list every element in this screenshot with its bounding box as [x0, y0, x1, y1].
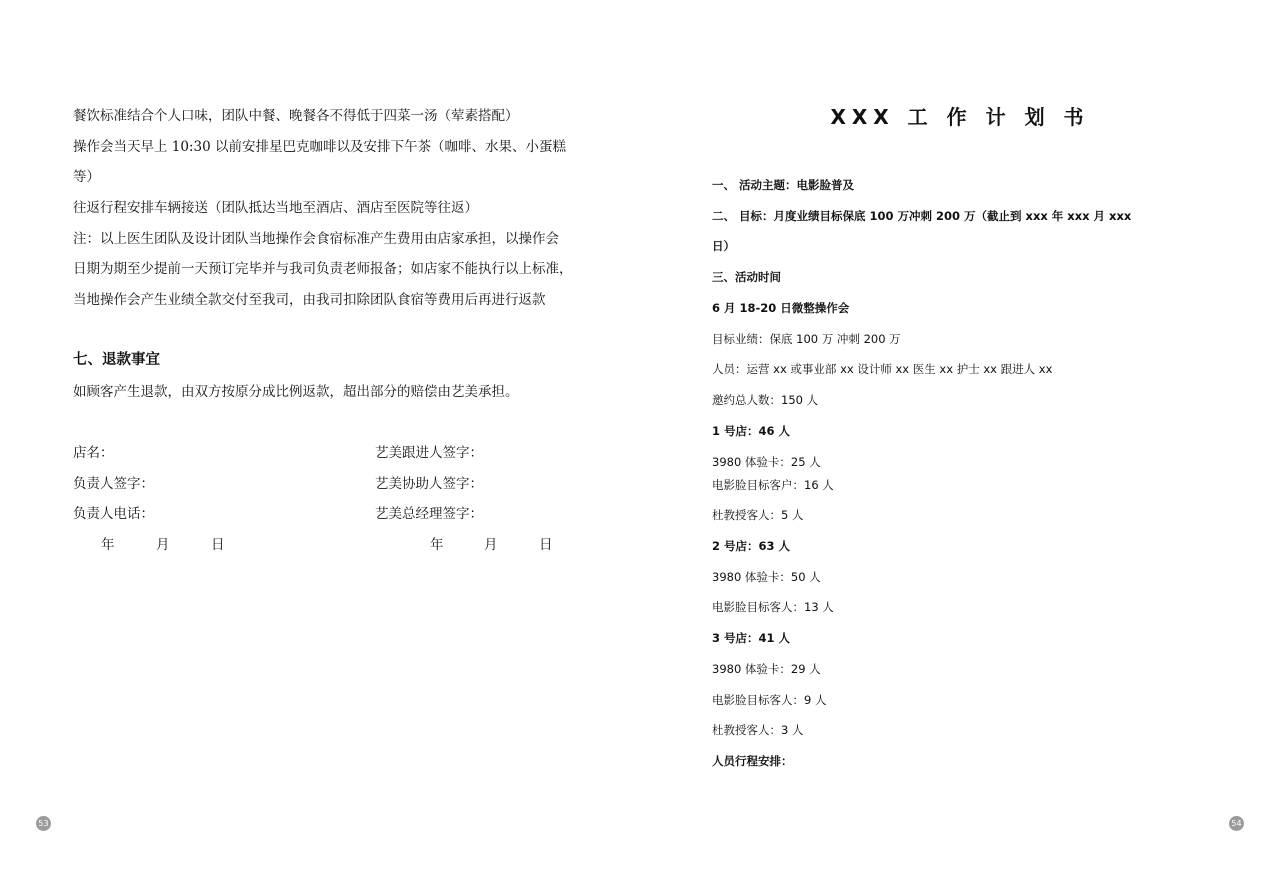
page-number: 53 — [36, 816, 51, 831]
plan-line: 目标业绩：保底 100 万 冲刺 200 万 — [712, 332, 901, 346]
plan-line: 杜教授客人：3 人 — [712, 723, 804, 737]
plan-line: 电影脸目标客人：13 人 — [712, 600, 834, 614]
body-line: 日期为期至少提前一天预订完毕并与我司负责老师报备；如店家不能执行以上标准， — [73, 261, 573, 277]
date-year: 年 — [430, 537, 444, 553]
document-title: XXX 工 作 计 划 书 — [830, 105, 1090, 129]
plan-line: 邀约总人数：150 人 — [712, 393, 819, 407]
right-page — [640, 0, 1280, 875]
plan-line: 电影脸目标客人：9 人 — [712, 693, 827, 707]
plan-line: 电影脸目标客户：16 人 — [712, 478, 834, 492]
plan-line: 2 号店：63 人 — [712, 539, 791, 553]
body-line: 往返行程安排车辆接送（团队抵达当地至酒店、酒店至医院等往返） — [73, 200, 478, 216]
signature-label-gm: 艺美总经理签字： — [375, 506, 483, 522]
signature-label-manager: 负责人签字： — [73, 476, 154, 492]
body-line: 注：以上医生团队及设计团队当地操作会食宿标准产生费用由店家承担，以操作会 — [73, 231, 559, 247]
date-day: 日 — [539, 537, 553, 553]
plan-line: 3980 体验卡：29 人 — [712, 662, 821, 676]
body-line: 操作会当天早上 10:30 以前安排星巴克咖啡以及安排下午茶（咖啡、水果、小蛋糕 — [73, 139, 566, 155]
signature-label-assist: 艺美协助人签字： — [375, 476, 483, 492]
plan-line: 3980 体验卡：50 人 — [712, 570, 821, 584]
plan-line: 日） — [712, 239, 735, 253]
body-line: 等） — [73, 169, 100, 185]
date-year: 年 — [101, 537, 115, 553]
body-line: 餐饮标准结合个人口味，团队中餐、晚餐各不得低于四菜一汤（荤素搭配） — [73, 108, 519, 124]
body-line: 当地操作会产生业绩全款交付至我司，由我司扣除团队食宿等费用后再进行返款 — [73, 292, 546, 308]
date-month: 月 — [484, 537, 498, 553]
page-number: 54 — [1229, 816, 1244, 831]
plan-line: 人员行程安排： — [712, 754, 793, 768]
date-month: 月 — [156, 537, 170, 553]
plan-line: 二、 目标：月度业绩目标保底 100 万冲刺 200 万（截止到 xxx 年 xxx 月 xxx — [712, 209, 1132, 223]
plan-line: 3 号店：41 人 — [712, 631, 791, 645]
plan-line: 杜教授客人：5 人 — [712, 508, 804, 522]
plan-line: 3980 体验卡：25 人 — [712, 455, 821, 469]
plan-line: 人员：运营 xx 或事业部 xx 设计师 xx 医生 xx 护士 xx 跟进人 xx — [712, 362, 1053, 376]
plan-line: 1 号店：46 人 — [712, 424, 791, 438]
signature-label-phone: 负责人电话： — [73, 506, 154, 522]
signature-label-shop: 店名： — [73, 445, 114, 461]
plan-line: 一、 活动主题：电影脸普及 — [712, 178, 855, 192]
date-day: 日 — [211, 537, 225, 553]
plan-line: 6 月 18-20 日微整操作会 — [712, 301, 850, 315]
signature-label-follow: 艺美跟进人签字： — [375, 445, 483, 461]
section-heading: 七、退款事宜 — [73, 352, 160, 368]
section-text: 如顾客产生退款，由双方按原分成比例返款，超出部分的赔偿由艺美承担。 — [73, 384, 519, 400]
plan-line: 三、活动时间 — [712, 270, 781, 284]
